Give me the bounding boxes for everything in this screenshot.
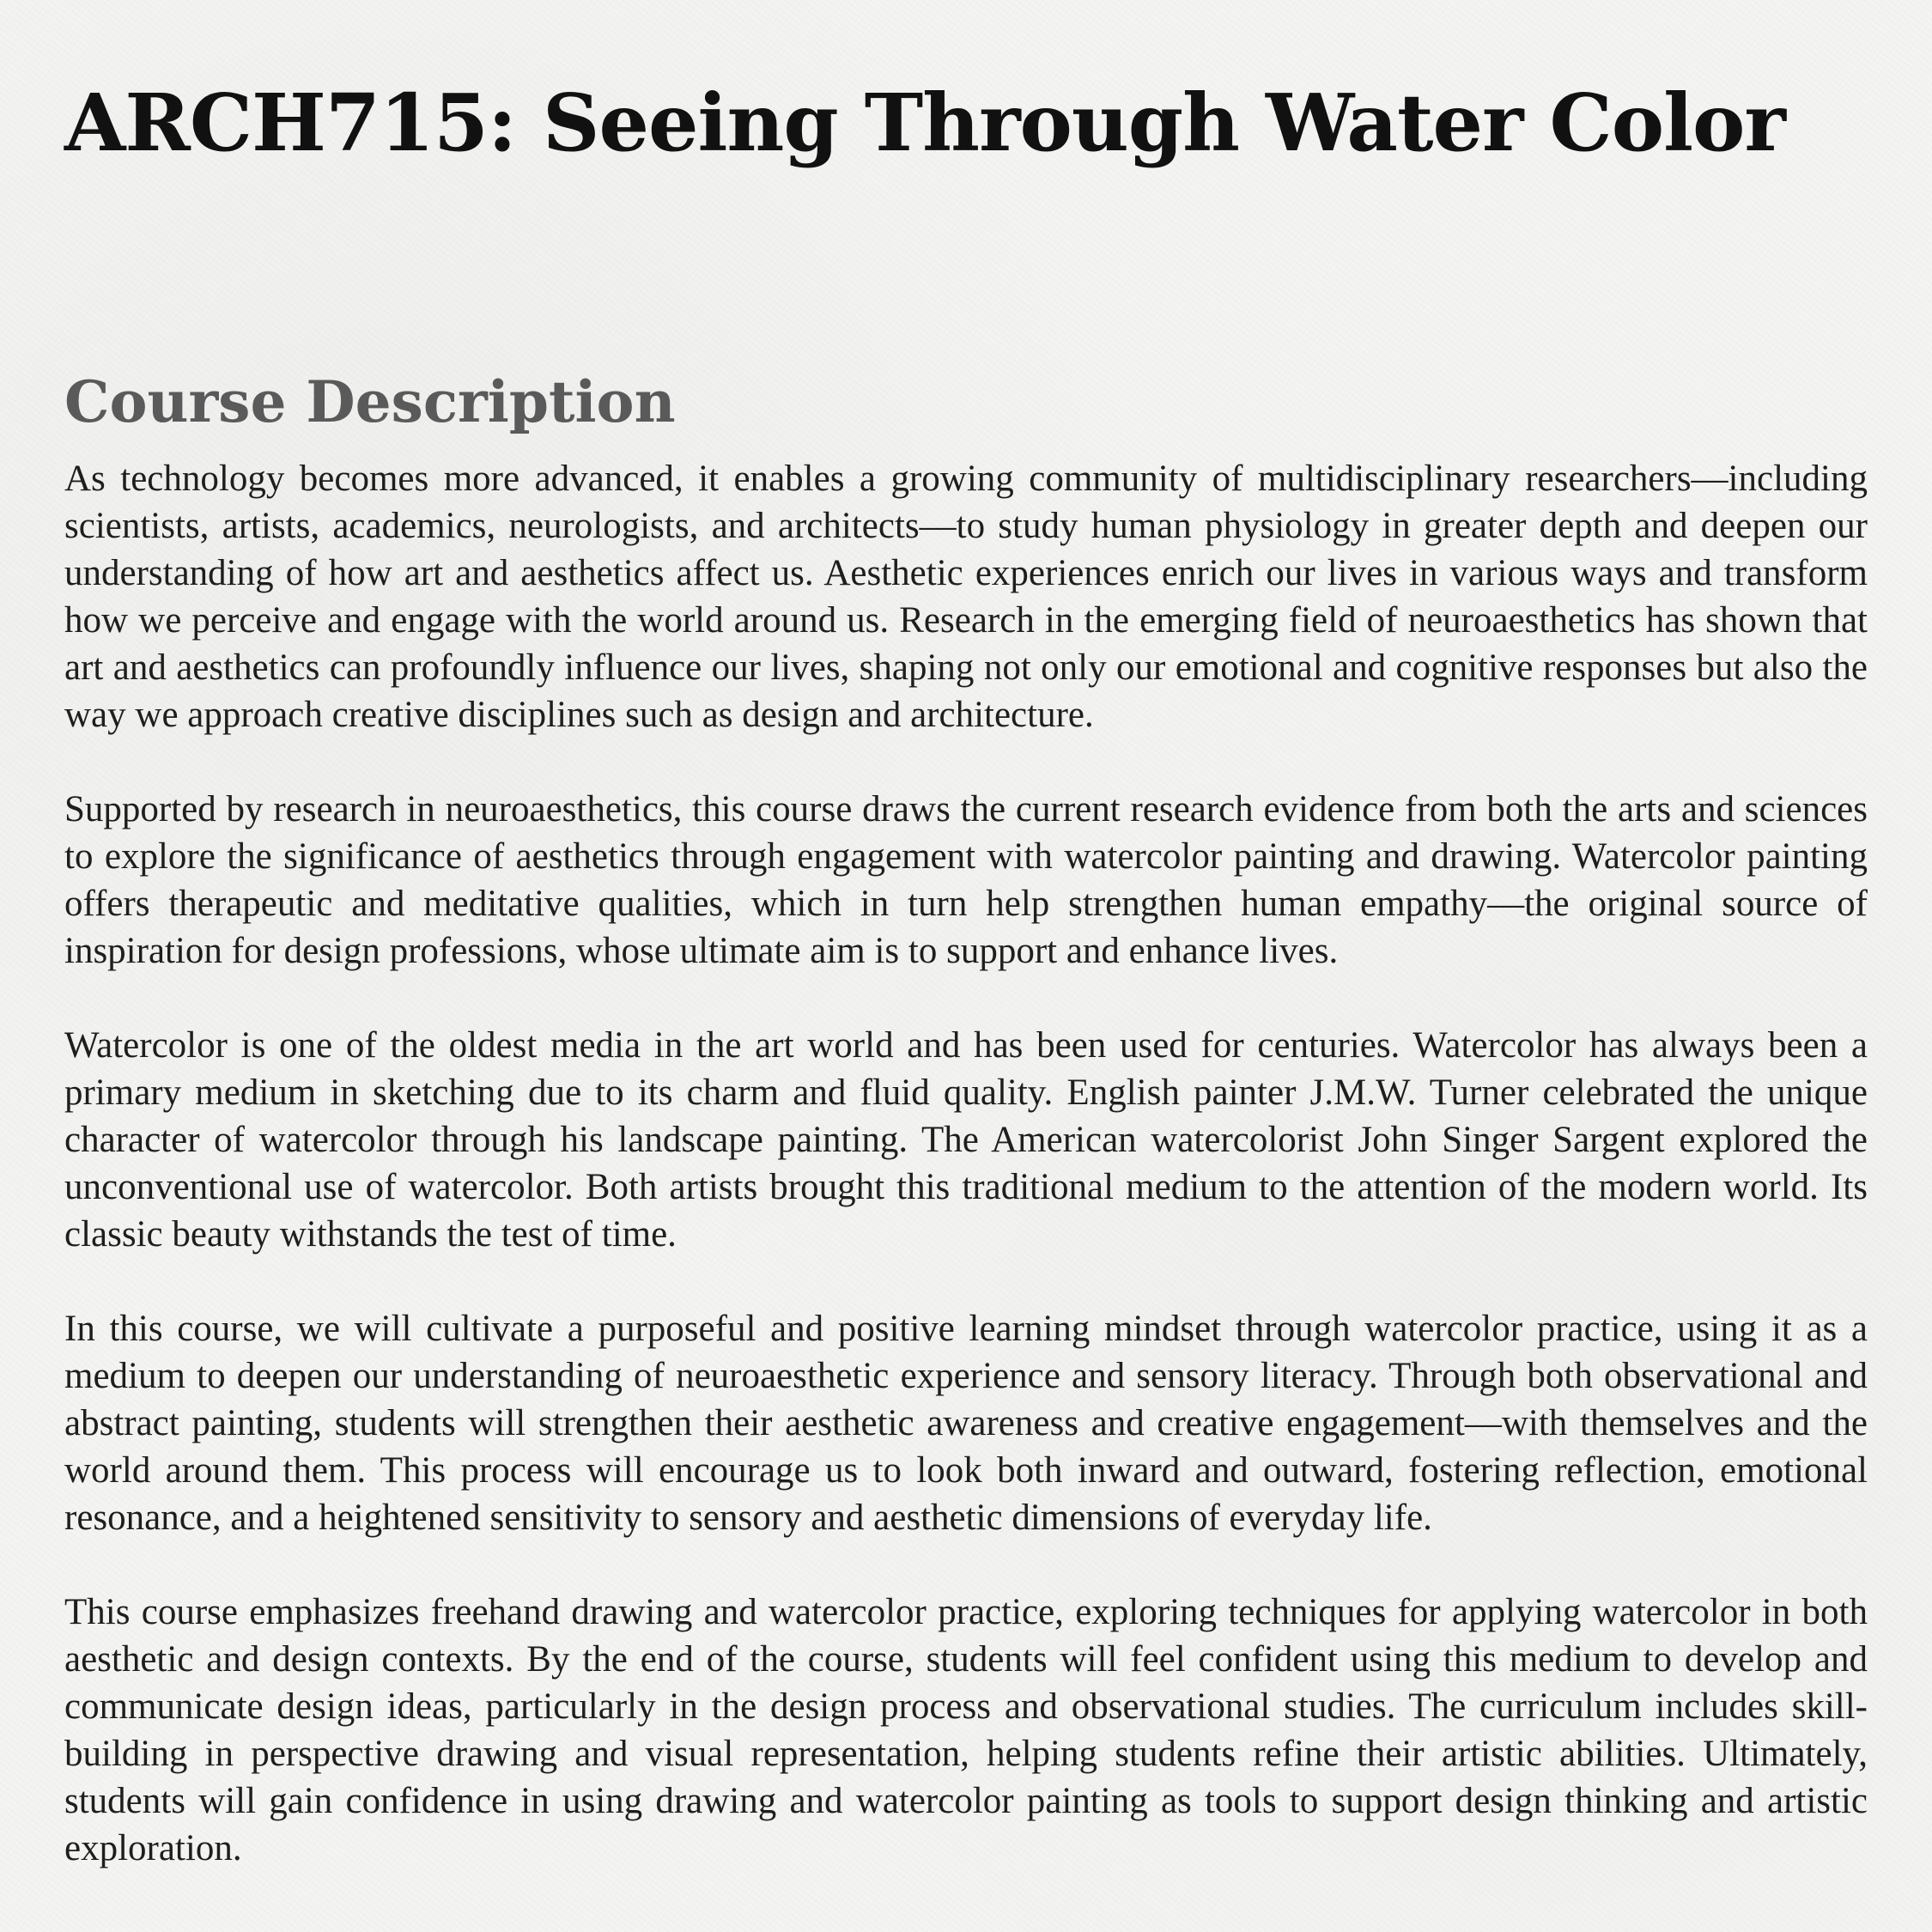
paragraph-2: Supported by research in neuroaesthetics, this course draws the current research evidence from both the arts and sciences to explore the significance of aesthetics through engagement with watercolor painting and drawing. Watercolor painting offers therapeutic and meditative qualities, which in turn help strengthen human empathy—the original source of inspiration for design professions, whose ultimate aim is to support and enhance lives. (64, 789, 1868, 971)
section-heading-course-description: Course Description (64, 368, 676, 435)
paragraph-5: This course emphasizes freehand drawing and watercolor practice, exploring techniques for applying watercolor in both aesthetic and design contexts. By the end of the course, students will feel confident using this medium to develop and communicate design ideas, particularly in the design process and observational studies. The curriculum includes skill-building in perspective drawing and visual representation, helping students refine their artistic abilities. Ultimately, students will gain confidence in using drawing and watercolor painting as tools to support design thinking and artistic exploration. (64, 1592, 1868, 1868)
paragraph-1: As technology becomes more advanced, it enables a growing community of multidisciplinary researchers—including scientists, artists, academics, neurologists, and architects—to study human physiology in greater depth and deepen our understanding of how art and aesthetics affect us. Aesthetic experiences enrich our lives in various ways and transform how we perceive and engage with the world around us. Research in the emerging field of neuroaesthetics has shown that art and aesthetics can profoundly influence our lives, shaping not only our emotional and cognitive responses but also the way we approach creative disciplines such as design and architecture. (64, 459, 1868, 735)
course-title: ARCH715: Seeing Through Water Color (64, 76, 1785, 169)
course-description-body (64, 455, 1868, 1872)
paragraph-3: Watercolor is one of the oldest media in the art world and has been used for centuries. Watercolor has always been a primary medium in sketching due to its charm and fluid quality. English painter J.M.W. Turner celebrated the unique character of watercolor through his landscape painting. The American watercolorist John Singer Sargent explored the unconventional use of watercolor. Both artists brought this traditional medium to the attention of the modern world. Its classic beauty withstands the test of time. (64, 1025, 1868, 1255)
paragraph-4: In this course, we will cultivate a purposeful and positive learning mindset through watercolor practice, using it as a medium to deepen our understanding of neuroaesthetic experience and sensory literacy. Through both observational and abstract painting, students will strengthen their aesthetic awareness and creative engagement—with themselves and the world around them. This process will encourage us to look both inward and outward, fostering reflection, emotional resonance, and a heightened sensitivity to sensory and aesthetic dimensions of everyday life. (64, 1309, 1868, 1538)
